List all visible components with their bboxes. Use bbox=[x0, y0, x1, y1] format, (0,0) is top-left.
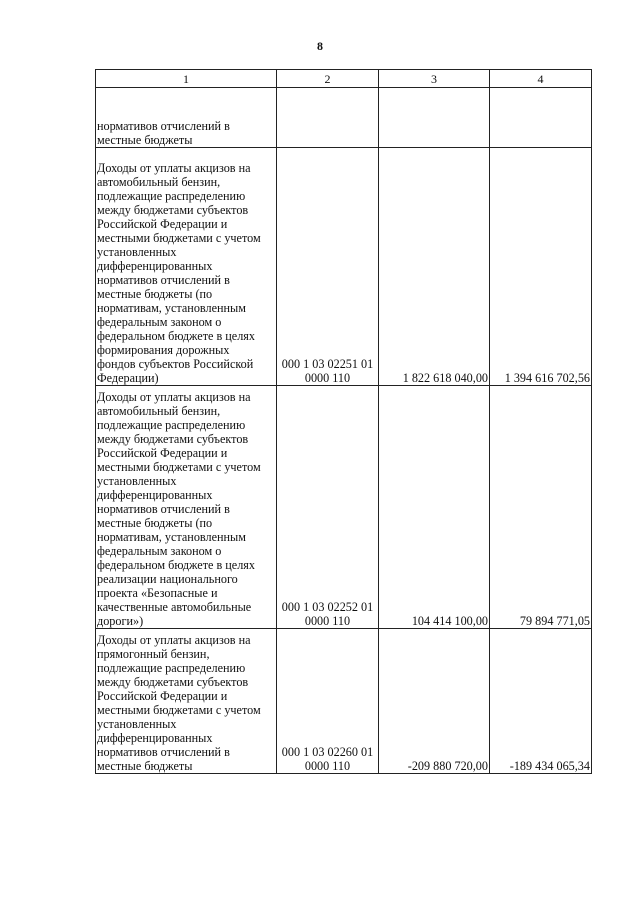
budget-code-cell: 000 1 03 02251 01 0000 110 bbox=[277, 148, 379, 386]
amount-planned-cell: 1 822 618 040,00 bbox=[379, 148, 490, 386]
revenue-name-cell: Доходы от уплаты акцизов на прямогонный бензин, подлежащие распределению между бюджетами субъектов Российской Федерации и местными бюджетами с учетом установленных дифференцированных нормативов отчислений в местные бюджеты bbox=[96, 629, 277, 774]
column-header-1: 1 bbox=[96, 70, 277, 88]
budget-code-cell bbox=[277, 88, 379, 148]
revenue-name-cell: Доходы от уплаты акцизов на автомобильный бензин, подлежащие распределению между бюджетами субъектов Российской Федерации и местными бюджетами с учетом установленных дифференцированных нормативов отчислений в местные бюджеты (по нормативам, установленным федеральным законом о федеральном бюджете в целях формирования дорожных фондов субъектов Российской Федерации) bbox=[96, 148, 277, 386]
budget-code-cell: 000 1 03 02252 01 0000 110 bbox=[277, 386, 379, 629]
amount-actual-cell: 1 394 616 702,56 bbox=[490, 148, 592, 386]
table-row bbox=[96, 386, 592, 629]
column-header-4: 4 bbox=[490, 70, 592, 88]
table-row bbox=[96, 148, 592, 386]
budget-revenue-table bbox=[95, 69, 592, 774]
table-header-row bbox=[96, 70, 592, 88]
revenue-name-cell: Доходы от уплаты акцизов на автомобильный бензин, подлежащие распределению между бюджетами субъектов Российской Федерации и местными бюджетами с учетом установленных дифференцированных нормативов отчислений в местные бюджеты (по нормативам, установленным федеральным законом о федеральном бюджете в целях реализации национального проекта «Безопасные и качественные автомобильные дороги») bbox=[96, 386, 277, 629]
amount-actual-cell bbox=[490, 88, 592, 148]
page-number: 8 bbox=[317, 39, 323, 53]
revenue-name-cell: нормативов отчислений в местные бюджеты bbox=[96, 88, 277, 148]
table-row bbox=[96, 88, 592, 148]
amount-planned-cell: -209 880 720,00 bbox=[379, 629, 490, 774]
column-header-2: 2 bbox=[277, 70, 379, 88]
amount-planned-cell bbox=[379, 88, 490, 148]
column-header-3: 3 bbox=[379, 70, 490, 88]
amount-planned-cell: 104 414 100,00 bbox=[379, 386, 490, 629]
budget-code-cell: 000 1 03 02260 01 0000 110 bbox=[277, 629, 379, 774]
table-row bbox=[96, 629, 592, 774]
amount-actual-cell: -189 434 065,34 bbox=[490, 629, 592, 774]
amount-actual-cell: 79 894 771,05 bbox=[490, 386, 592, 629]
